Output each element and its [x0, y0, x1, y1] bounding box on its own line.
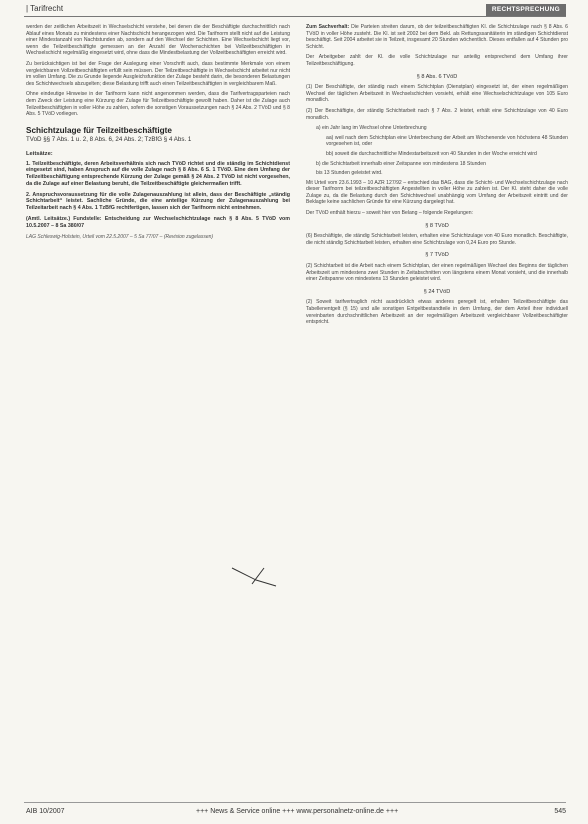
header-section-label: | Tarifrecht: [26, 4, 64, 13]
statute-text: (1) Der Beschäftigte, der ständig nach einem Schichtplan (Dienstplan) eingesetzt ist, der einen regelmäßigen Wechsel der täglichen Arbeitszeit in Wechselschichten vorsieht, erhält eine Wechselschichtzulage von 105 Euro monatlich.: [306, 84, 568, 104]
leitsatz: 2. Anspruchsvoraussetzung für die volle Zulagenauszahlung ist allein, dass der Beschäftigte „ständig Schichtarbeit“ leistet. Sachliche Gründe, die eine anteilige Kürzung der Zulagenauszahlung bei Teilzeitarbeit nach § 4 Abs. 1 TzBfG rechtfertigen, lassen sich der Tarifnorm nicht entnehmen.: [26, 191, 290, 212]
statute-text: (2) Soweit tarifvertraglich nicht ausdrücklich etwas anderes geregelt ist, erhalten Teilzeitbeschäftigte das Tabellenentgelt (§ 15) und alle sonstigen Entgeltbestandteile in dem Umfang, der dem Anteil ihrer individuell vereinbarten durchschnittlichen Arbeitszeit an der regelmäßigen Arbeitszeit vergleichbarer Vollzeitbeschäftigter entspricht.: [306, 299, 568, 326]
leitsatz-label: Leitsätze:: [26, 150, 53, 157]
header-rule: [24, 16, 566, 17]
list-item: bb) soweit die durchschnittliche Mindestarbeitszeit von 40 Stunden in der Woche erreicht wird: [326, 150, 537, 157]
footer-rule: [24, 802, 566, 803]
header-badge: RECHTSPRECHUNG: [486, 4, 566, 16]
footer-newsline: +++ News & Service online +++ www.personalnetz-online.de +++: [196, 808, 399, 815]
list-item: b) die Schichtarbeit innerhalb einer Zeitspanne von mindestens 18 Stunden: [316, 160, 486, 167]
section-subtitle: TVoD §§ 7 Abs. 1 u. 2, 8 Abs. 6, 24 Abs. 2; TzBfG § 4 Abs. 1: [26, 136, 192, 144]
statute-text: (2) Der Beschäftigte, der ständig Schichtarbeit nach § 7 Abs. 2 leistet, erhält eine Schichtzulage von 40 Euro monatlich.: [306, 107, 568, 121]
statute-text: (2) Schichtarbeit ist die Arbeit nach einem Schichtplan, der einen regelmäßigen Wechsel des Beginns der täglichen Arbeitszeit um mindestens zwei Stunden in Zeitabschnitten von längstens einem Monat vorsieht, und die innerhalb einer Zeitspanne von mindestens 13 Stunden geleistet wird.: [306, 263, 568, 283]
body-paragraph: werden der zeitlichen Arbeitszeit in Wechselschicht verstehe, bei denen die der Beschäftigte durchschnittlich nach Ablauf eines Monats zu mindestens einer Nachtschicht herangezogen wird. Die Tarifnorm stellt nicht auf die Leistung einer Mindestanzahl von Nachtstunden ab, sondern auf den Wechsel der Schichten. Eine Wechselschicht liegt vor, wenn die Teilzeitbeschäftigte gemessen an der Anzahl der Wochenschichten bei Vollzeitbeschäftigten in Wechselschicht regelmäßig eingesetzt wird, ohne dass die Mindestbelastung der Vollzeitbeschäftigten erreicht wird.: [26, 24, 290, 57]
paragraph-heading: § 24 TVöD: [423, 288, 451, 295]
statute-list: [306, 125, 568, 177]
left-column: [26, 24, 290, 796]
footer-page-number: 545: [554, 808, 566, 815]
sachverhalt-label: Zum Sachverhalt:: [306, 24, 350, 30]
pen-mark-icon: [230, 564, 280, 588]
paragraph-heading: § 8 Abs. 6 TVöD: [416, 73, 458, 80]
citation: (Amtl. Leitsätze.) Fundstelle: Entscheidung zur Wechselschichtzulage nach § 8 Abs. 5 TVöD vom 10.5.2007 – 8 Sa 380/07: [26, 216, 290, 229]
sachverhalt-text: Die Parteien streiten darum, ob der teilzeitbeschäftigten Kl. die Schichtzulage nach § 8 Abs. 6 TVöD in voller Höhe zusteht. Die Kl. ist seit 2002 bei dem Bekl. als Rettungssanitäterin im ständigen Schichtdienst beschäftigt. Seit 2004 arbeitet sie in Teilzeit, insgesamt 20 Stunden wöchentlich. Dieses entfallen auf 4 Stunden pro Schicht.: [306, 24, 568, 50]
body-paragraph: Der TVöD enthält hierzu – soweit hier von Belang – folgende Regelungen:: [306, 210, 473, 217]
court-reference: LAG Schleswig-Holstein, Urteil vom 22.5.2007 – 5 Sa 77/07 – (Revision zugelassen): [26, 233, 214, 240]
paragraph-heading: § 7 TVöD: [425, 252, 449, 259]
body-paragraph: Ohne eindeutige Hinweise in der Tarifnorm kann nicht angenommen werden, dass die Tarifvertragsparteien nach dem Zweck der Leistung eine Kürzung der Zulage für Teilzeitbeschäftigte gewollt haben. Daher ist die Zulage auch Teilzeitbeschäftigten in voller Höhe zu zahlen, sofern die sonstigen Voraussetzungen nach § 24 Abs. 2 TVöD und § 8 Abs. 5 TVöD vorliegen.: [26, 91, 290, 118]
body-paragraph: Mit Urteil vom 23.6.1993 – 10 AZR 127/92 – entschied das BAG, dass die Schicht- und Wechselschichtzulage nach dieser Tarifnorm bei teilzeitbeschäftigten Angestellten in voller Höhe zu zahlen ist. Der Kl. steht daher die volle Zulage zu, da die Belastung durch den Schichtwechsel unabhängig vom Umfang der Arbeitszeit eintritt und der Beklagte keine sachlichen Gründe für eine Kürzung dargelegt hat.: [306, 179, 568, 206]
statute-text: (6) Beschäftigte, die ständig Schichtarbeit leisten, erhalten eine Schichtzulage von 40 Euro monatlich. Beschäftigte, die nicht ständig Schichtarbeit leisten, erhalten eine Schichtzulage von 0,24 Euro pro Stunde.: [306, 233, 568, 246]
body-paragraph: Zu berücksichtigen ist bei der Frage der Auslegung einer Vorschrift auch, dass bestimmte Merkmale von einem vergleichbaren Vollzeitbeschäftigten erfüllt sein müssen. Der Teilzeitbeschäftigte in Wechselschicht arbeitet nur nicht im vollen Umfang. Die zu Grunde liegende Ausgleichsfunktion der Zulage besteht darin, die besonderen Belastungen des Schichtwechsels abzugelten; diese Belastung trifft auch einen Teilzeitbeschäftigten in vergleichbarem Maß.: [26, 60, 290, 87]
paragraph-heading: § 8 TVöD: [425, 222, 449, 229]
sachverhalt: [306, 24, 568, 50]
leitsatz: 1. Teilzeitbeschäftigte, deren Arbeitsverhältnis sich nach TVöD richtet und die ständig im Schichtdienst eingesetzt sind, haben Anspruch auf die volle Zulage nach § 8 Abs. 6 S. 1 TVöD. Eine dem Umfang der Teilzeitbeschäftigung entsprechende Kürzung der Zulage gemäß § 24 Abs. 2 TVöD ist nicht vorgesehen, da die Zulage auf einer Belastung beruht, die Teilzeitbeschäftigte gleichermaßen trifft.: [26, 160, 290, 187]
footer-issue: AIB 10/2007: [26, 808, 65, 815]
right-column: [306, 24, 568, 796]
section-title: Schichtzulage für Teilzeitbeschäftigte: [26, 125, 172, 135]
list-item: bis 13 Stunden geleistet wird.: [316, 170, 383, 177]
body-paragraph: Der Arbeitgeber zahlt der Kl. die volle Schichtzulage nur anteilig entsprechend dem Umfang ihrer Teilzeitbeschäftigung.: [306, 54, 568, 67]
list-item: a) ein Jahr lang im Wechsel ohne Unterbrechung: [316, 125, 427, 132]
list-item: aa) weil nach dem Schichtplan eine Unterbrechung der Arbeit am Wochenende von höchstens 48 Stunden vorgesehen ist, oder: [326, 134, 568, 148]
